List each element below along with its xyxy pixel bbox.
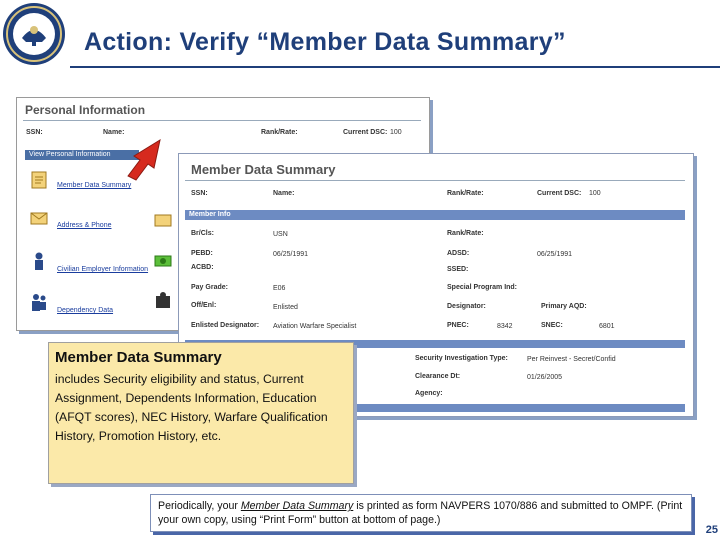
print-form-note	[150, 494, 692, 532]
snec-value: 6801	[599, 323, 615, 330]
br-cls-value: USN	[273, 231, 288, 238]
pnec-label: PNEC:	[447, 322, 469, 329]
member-info-label: Member Info	[189, 211, 231, 218]
current-dsc-label: Current DSC:	[343, 129, 388, 136]
br-cls-label: Br/Cls:	[191, 230, 214, 237]
money-icon	[153, 250, 173, 270]
personal-information-title: Personal Information	[25, 103, 146, 117]
document-icon	[29, 170, 49, 190]
callout-heading: Member Data Summary	[55, 349, 222, 366]
designator-label: Designator:	[447, 303, 486, 310]
clearance-date-label: Clearance Dt:	[415, 373, 461, 380]
security-investigation-type-value: Per Reinvest - Secret/Confid	[527, 356, 616, 363]
member-data-summary-link[interactable]: Member Data Summary	[57, 182, 132, 189]
adsd-value: 06/25/1991	[537, 251, 573, 258]
current-dsc-value: 100	[390, 129, 402, 136]
red-arrow-icon	[120, 134, 180, 184]
name-label: Name:	[103, 129, 125, 136]
civilian-employer-link[interactable]: Civilian Employer Information	[57, 266, 149, 273]
note-text-after: is printed as form NAVPERS 1070/886 and submitted to OMPF. (Print your own copy, using “Print Form” button at bottom of page.)	[158, 500, 683, 526]
security-investigation-type-label: Security Investigation Type:	[415, 355, 508, 362]
slide-title: Action: Verify “Member Data Summary”	[84, 28, 566, 56]
clearance-date-value: 01/26/2005	[527, 374, 563, 381]
divider	[185, 180, 685, 181]
note-text-before: Periodically, your	[158, 500, 241, 512]
page-number: 25	[705, 524, 718, 536]
pay-grade-value: E06	[273, 285, 286, 292]
current-dsc-label: Current DSC:	[537, 190, 582, 197]
name-label: Name:	[273, 190, 295, 197]
off-enl-value: Enlisted	[273, 304, 298, 311]
person-icon	[29, 251, 49, 271]
dependency-data-link[interactable]: Dependency Data	[57, 307, 114, 314]
note-link: Member Data Summary	[240, 500, 354, 512]
envelope-icon	[153, 210, 173, 230]
view-personal-information-link[interactable]: View Personal Information	[25, 150, 139, 160]
enlisted-designator-value: Aviation Warfare Specialist	[273, 323, 357, 330]
primary-aqd-label: Primary AQD:	[541, 303, 587, 310]
special-program-label: Special Program Ind:	[447, 284, 518, 291]
title-divider	[70, 66, 720, 68]
pebd-value: 06/25/1991	[273, 251, 309, 258]
pebd-label: PEBD:	[191, 250, 213, 257]
callout-body: includes Security eligibility and status, Current Assignment, Dependents Information, Education (AFQT scores), NEC History, Warfare Qualification History, Promotion History, etc.	[55, 372, 328, 443]
agency-label: Agency:	[415, 390, 443, 397]
envelope-icon	[29, 208, 49, 228]
address-phone-link[interactable]: Address & Phone	[57, 222, 112, 229]
member-data-summary-callout	[48, 342, 354, 484]
ssn-label: SSN:	[191, 190, 208, 197]
ssed-label: SSED:	[447, 266, 469, 273]
member-data-summary-title: Member Data Summary	[191, 162, 336, 177]
ssn-label: SSN:	[26, 129, 43, 136]
navy-seal-icon	[2, 2, 66, 66]
current-dsc-value: 100	[589, 190, 601, 197]
pay-grade-label: Pay Grade:	[191, 284, 228, 291]
acbd-label: ACBD:	[191, 264, 214, 271]
rank-rate-label: Rank/Rate:	[261, 129, 298, 136]
pnec-value: 8342	[497, 323, 513, 330]
snec-label: SNEC:	[541, 322, 563, 329]
enlisted-designator-label: Enlisted Designator:	[191, 322, 260, 329]
rank-rate-label: Rank/Rate:	[447, 190, 484, 197]
divider	[23, 120, 421, 121]
rank-rate-label-2: Rank/Rate:	[447, 230, 484, 237]
off-enl-label: Off/Enl:	[191, 302, 217, 309]
note-text	[158, 499, 686, 527]
family-icon	[29, 292, 49, 312]
member-info-bar	[185, 210, 685, 220]
family-icon	[153, 290, 173, 310]
adsd-label: ADSD:	[447, 250, 470, 257]
